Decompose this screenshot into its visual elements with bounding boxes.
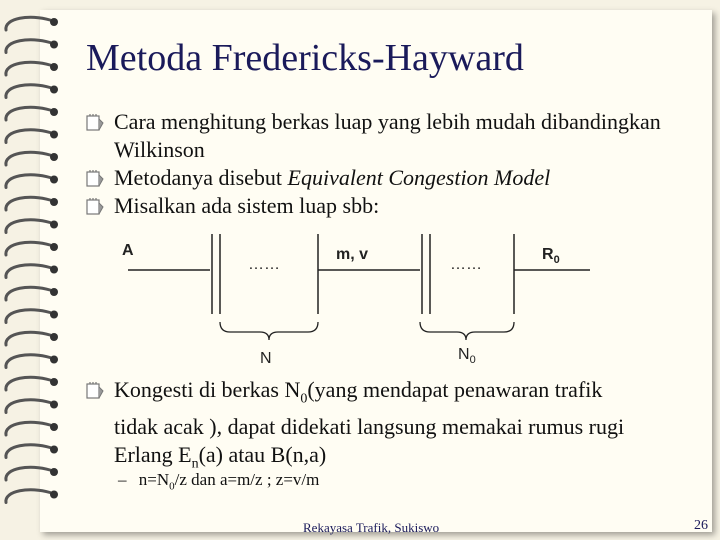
page-number: 26 (694, 518, 708, 533)
binding-hole (50, 356, 58, 364)
binding-hole (50, 468, 58, 476)
bullet-text: Cara menghitung berkas luap yang lebih mudah dibandingkan Wilkinson (114, 109, 661, 162)
binding-hole (50, 491, 58, 499)
binding-hole (50, 221, 58, 229)
diagram-label-mv: m, v (336, 246, 369, 263)
bullet-line: Kongesti di berkas $N_0(yang$ mendapat penawaran trafik (114, 377, 603, 407)
notepad-bullet-icon (86, 381, 104, 399)
bullet-line: tidak acak ), dapat didekati langsung memakai rumus rugi (114, 414, 625, 440)
binding-hole (50, 288, 58, 296)
binding-hole (50, 243, 58, 251)
spiral-coil (6, 310, 50, 323)
diagram-dots-1: …… (248, 256, 280, 273)
spiral-coil (6, 400, 50, 413)
bullet-list-lower (86, 376, 696, 479)
sub-bullet-dash: – (118, 470, 127, 489)
spiral-coil (6, 355, 50, 368)
binding-hole (50, 176, 58, 184)
bullet-item (86, 376, 696, 479)
spiral-coil (6, 445, 50, 458)
spiral-coil (6, 220, 50, 233)
binding-hole (50, 311, 58, 319)
binding-hole (50, 153, 58, 161)
slide-title: Metoda Fredericks-Hayward (86, 37, 524, 79)
overflow-diagram (80, 226, 640, 376)
binding-hole (50, 63, 58, 71)
bullet-item (86, 108, 696, 164)
slide-footer: Rekayasa Trafik, Sukiswo (303, 520, 440, 535)
spiral-coil (6, 62, 50, 75)
bullet-emphasis: Equivalent Congestion Model (287, 165, 551, 190)
diagram-label-n0: $N_0$ (458, 346, 476, 367)
binding-hole (50, 333, 58, 341)
spiral-binding-icon (0, 0, 80, 540)
spiral-coil (6, 17, 50, 30)
spiral-coil (6, 130, 50, 143)
bullet-item (86, 164, 696, 192)
spiral-coil (6, 242, 50, 255)
sub-bullet (118, 470, 319, 492)
notepad-bullet-icon (86, 113, 104, 131)
binding-hole (50, 446, 58, 454)
spiral-coil (6, 85, 50, 98)
diagram-label-r0: $R_0$ (542, 246, 560, 267)
spiral-coil (6, 152, 50, 165)
spiral-coil (6, 287, 50, 300)
diagram-dots-2: …… (450, 256, 482, 273)
spiral-coil (6, 377, 50, 390)
binding-hole (50, 266, 58, 274)
spiral-coil (6, 265, 50, 278)
binding-hole (50, 378, 58, 386)
bullet-text: Misalkan ada sistem luap sbb: (114, 193, 380, 218)
diagram-label-n: N (260, 350, 272, 367)
bullet-list (86, 108, 696, 220)
binding-hole (50, 18, 58, 26)
binding-hole (50, 131, 58, 139)
bullet-line: Erlang $E_n(a)$ atau B(n,a) (114, 442, 327, 472)
diagram-label-a: A (122, 242, 134, 259)
spiral-coil (6, 40, 50, 53)
notepad-bullet-icon (86, 169, 104, 187)
bullet-item (86, 192, 696, 220)
formula-text: $n=N_0/z$ dan a=m/z ; z=v/m (138, 470, 320, 493)
spiral-coil (6, 422, 50, 435)
spiral-coil (6, 332, 50, 345)
notepad-bullet-icon (86, 197, 104, 215)
spiral-coil (6, 107, 50, 120)
binding-hole (50, 401, 58, 409)
bullet-text: Metodanya disebut (114, 165, 288, 190)
binding-hole (50, 41, 58, 49)
spiral-coil (6, 467, 50, 480)
binding-hole (50, 108, 58, 116)
spiral-coil (6, 197, 50, 210)
binding-hole (50, 423, 58, 431)
binding-hole (50, 86, 58, 94)
binding-hole (50, 198, 58, 206)
spiral-coil (6, 175, 50, 188)
spiral-coil (6, 490, 50, 503)
